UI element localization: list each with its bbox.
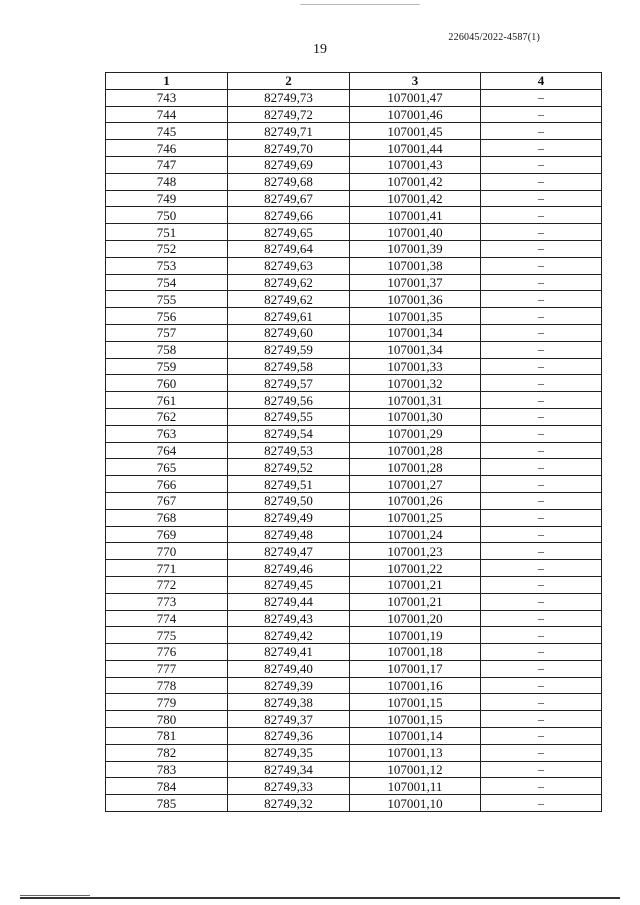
note-cell: – (481, 425, 602, 442)
table-row (106, 694, 602, 711)
note-cell: – (481, 526, 602, 543)
y-coordinate-cell: 107001,15 (350, 694, 481, 711)
x-coordinate-cell: 82749,62 (228, 291, 350, 308)
x-coordinate-cell: 82749,46 (228, 560, 350, 577)
note-cell: – (481, 677, 602, 694)
point-number-cell: 763 (106, 425, 228, 442)
point-number-cell: 755 (106, 291, 228, 308)
y-coordinate-cell: 107001,32 (350, 375, 481, 392)
table-row (106, 140, 602, 157)
y-coordinate-cell: 107001,46 (350, 106, 481, 123)
point-number-cell: 768 (106, 509, 228, 526)
table-row (106, 156, 602, 173)
y-coordinate-cell: 107001,22 (350, 560, 481, 577)
table-row (106, 795, 602, 812)
table-row (106, 257, 602, 274)
y-coordinate-cell: 107001,11 (350, 778, 481, 795)
x-coordinate-cell: 82749,37 (228, 711, 350, 728)
point-number-cell: 770 (106, 543, 228, 560)
note-cell: – (481, 358, 602, 375)
table-row (106, 308, 602, 325)
column-header-3: 3 (350, 73, 481, 90)
x-coordinate-cell: 82749,38 (228, 694, 350, 711)
x-coordinate-cell: 82749,55 (228, 408, 350, 425)
point-number-cell: 751 (106, 224, 228, 241)
document-number: 226045/2022-4587(1) (448, 32, 540, 43)
note-cell: – (481, 795, 602, 812)
y-coordinate-cell: 107001,19 (350, 627, 481, 644)
note-cell: – (481, 644, 602, 661)
y-coordinate-cell: 107001,12 (350, 761, 481, 778)
point-number-cell: 779 (106, 694, 228, 711)
point-number-cell: 757 (106, 324, 228, 341)
table-row (106, 476, 602, 493)
note-cell: – (481, 140, 602, 157)
x-coordinate-cell: 82749,72 (228, 106, 350, 123)
y-coordinate-cell: 107001,38 (350, 257, 481, 274)
table-row (106, 173, 602, 190)
note-cell: – (481, 744, 602, 761)
x-coordinate-cell: 82749,43 (228, 610, 350, 627)
y-coordinate-cell: 107001,33 (350, 358, 481, 375)
y-coordinate-cell: 107001,14 (350, 728, 481, 745)
table-row (106, 324, 602, 341)
x-coordinate-cell: 82749,61 (228, 308, 350, 325)
table-row (106, 560, 602, 577)
table-row (106, 224, 602, 241)
point-number-cell: 773 (106, 593, 228, 610)
x-coordinate-cell: 82749,60 (228, 324, 350, 341)
y-coordinate-cell: 107001,34 (350, 324, 481, 341)
point-number-cell: 784 (106, 778, 228, 795)
x-coordinate-cell: 82749,44 (228, 593, 350, 610)
table-row (106, 459, 602, 476)
y-coordinate-cell: 107001,34 (350, 341, 481, 358)
table-row (106, 123, 602, 140)
x-coordinate-cell: 82749,73 (228, 89, 350, 106)
note-cell: – (481, 560, 602, 577)
note-cell: – (481, 156, 602, 173)
footer-rule-short (20, 895, 90, 896)
note-cell: – (481, 308, 602, 325)
table-row (106, 677, 602, 694)
note-cell: – (481, 778, 602, 795)
table-row (106, 543, 602, 560)
note-cell: – (481, 207, 602, 224)
y-coordinate-cell: 107001,44 (350, 140, 481, 157)
note-cell: – (481, 375, 602, 392)
note-cell: – (481, 593, 602, 610)
footer-rule (20, 897, 620, 899)
point-number-cell: 760 (106, 375, 228, 392)
point-number-cell: 746 (106, 140, 228, 157)
note-cell: – (481, 442, 602, 459)
note-cell: – (481, 224, 602, 241)
y-coordinate-cell: 107001,42 (350, 173, 481, 190)
note-cell: – (481, 274, 602, 291)
note-cell: – (481, 291, 602, 308)
x-coordinate-cell: 82749,35 (228, 744, 350, 761)
table-row (106, 492, 602, 509)
table-row (106, 660, 602, 677)
x-coordinate-cell: 82749,51 (228, 476, 350, 493)
note-cell: – (481, 543, 602, 560)
x-coordinate-cell: 82749,39 (228, 677, 350, 694)
point-number-cell: 783 (106, 761, 228, 778)
table-row (106, 89, 602, 106)
point-number-cell: 771 (106, 560, 228, 577)
point-number-cell: 780 (106, 711, 228, 728)
x-coordinate-cell: 82749,58 (228, 358, 350, 375)
y-coordinate-cell: 107001,47 (350, 89, 481, 106)
note-cell: – (481, 459, 602, 476)
y-coordinate-cell: 107001,23 (350, 543, 481, 560)
x-coordinate-cell: 82749,42 (228, 627, 350, 644)
y-coordinate-cell: 107001,10 (350, 795, 481, 812)
x-coordinate-cell: 82749,50 (228, 492, 350, 509)
y-coordinate-cell: 107001,25 (350, 509, 481, 526)
note-cell: – (481, 610, 602, 627)
y-coordinate-cell: 107001,18 (350, 644, 481, 661)
y-coordinate-cell: 107001,39 (350, 240, 481, 257)
table-row (106, 291, 602, 308)
y-coordinate-cell: 107001,21 (350, 593, 481, 610)
x-coordinate-cell: 82749,68 (228, 173, 350, 190)
table-row (106, 341, 602, 358)
note-cell: – (481, 694, 602, 711)
note-cell: – (481, 728, 602, 745)
point-number-cell: 750 (106, 207, 228, 224)
y-coordinate-cell: 107001,30 (350, 408, 481, 425)
y-coordinate-cell: 107001,40 (350, 224, 481, 241)
table-row (106, 711, 602, 728)
x-coordinate-cell: 82749,49 (228, 509, 350, 526)
table-row (106, 728, 602, 745)
note-cell: – (481, 341, 602, 358)
point-number-cell: 775 (106, 627, 228, 644)
point-number-cell: 772 (106, 576, 228, 593)
table-header-row (106, 73, 602, 90)
table-row (106, 240, 602, 257)
note-cell: – (481, 392, 602, 409)
y-coordinate-cell: 107001,31 (350, 392, 481, 409)
note-cell: – (481, 509, 602, 526)
table-body (106, 89, 602, 811)
note-cell: – (481, 408, 602, 425)
note-cell: – (481, 173, 602, 190)
table-row (106, 744, 602, 761)
x-coordinate-cell: 82749,69 (228, 156, 350, 173)
x-coordinate-cell: 82749,47 (228, 543, 350, 560)
note-cell: – (481, 106, 602, 123)
y-coordinate-cell: 107001,28 (350, 442, 481, 459)
point-number-cell: 781 (106, 728, 228, 745)
y-coordinate-cell: 107001,26 (350, 492, 481, 509)
table-row (106, 610, 602, 627)
note-cell: – (481, 123, 602, 140)
y-coordinate-cell: 107001,29 (350, 425, 481, 442)
y-coordinate-cell: 107001,21 (350, 576, 481, 593)
x-coordinate-cell: 82749,59 (228, 341, 350, 358)
point-number-cell: 777 (106, 660, 228, 677)
x-coordinate-cell: 82749,45 (228, 576, 350, 593)
x-coordinate-cell: 82749,57 (228, 375, 350, 392)
table-row (106, 375, 602, 392)
x-coordinate-cell: 82749,62 (228, 274, 350, 291)
table-row (106, 761, 602, 778)
table-row (106, 106, 602, 123)
y-coordinate-cell: 107001,13 (350, 744, 481, 761)
x-coordinate-cell: 82749,54 (228, 425, 350, 442)
point-number-cell: 774 (106, 610, 228, 627)
column-header-2: 2 (228, 73, 350, 90)
point-number-cell: 764 (106, 442, 228, 459)
table-row (106, 274, 602, 291)
table-row (106, 778, 602, 795)
point-number-cell: 753 (106, 257, 228, 274)
note-cell: – (481, 627, 602, 644)
point-number-cell: 754 (106, 274, 228, 291)
table-row (106, 392, 602, 409)
point-number-cell: 745 (106, 123, 228, 140)
y-coordinate-cell: 107001,41 (350, 207, 481, 224)
table-row (106, 207, 602, 224)
x-coordinate-cell: 82749,70 (228, 140, 350, 157)
x-coordinate-cell: 82749,66 (228, 207, 350, 224)
x-coordinate-cell: 82749,34 (228, 761, 350, 778)
x-coordinate-cell: 82749,65 (228, 224, 350, 241)
point-number-cell: 759 (106, 358, 228, 375)
y-coordinate-cell: 107001,43 (350, 156, 481, 173)
note-cell: – (481, 492, 602, 509)
point-number-cell: 765 (106, 459, 228, 476)
point-number-cell: 785 (106, 795, 228, 812)
point-number-cell: 758 (106, 341, 228, 358)
coordinates-table (105, 72, 602, 812)
point-number-cell: 762 (106, 408, 228, 425)
point-number-cell: 744 (106, 106, 228, 123)
page-number: 19 (313, 42, 327, 57)
table-row (106, 627, 602, 644)
y-coordinate-cell: 107001,20 (350, 610, 481, 627)
point-number-cell: 748 (106, 173, 228, 190)
x-coordinate-cell: 82749,40 (228, 660, 350, 677)
x-coordinate-cell: 82749,71 (228, 123, 350, 140)
y-coordinate-cell: 107001,36 (350, 291, 481, 308)
note-cell: – (481, 89, 602, 106)
y-coordinate-cell: 107001,35 (350, 308, 481, 325)
table-row (106, 358, 602, 375)
table-row (106, 190, 602, 207)
y-coordinate-cell: 107001,17 (350, 660, 481, 677)
point-number-cell: 756 (106, 308, 228, 325)
point-number-cell: 769 (106, 526, 228, 543)
table-row (106, 526, 602, 543)
y-coordinate-cell: 107001,27 (350, 476, 481, 493)
x-coordinate-cell: 82749,63 (228, 257, 350, 274)
point-number-cell: 766 (106, 476, 228, 493)
y-coordinate-cell: 107001,16 (350, 677, 481, 694)
x-coordinate-cell: 82749,41 (228, 644, 350, 661)
y-coordinate-cell: 107001,15 (350, 711, 481, 728)
point-number-cell: 749 (106, 190, 228, 207)
y-coordinate-cell: 107001,28 (350, 459, 481, 476)
point-number-cell: 782 (106, 744, 228, 761)
table-row (106, 576, 602, 593)
table-row (106, 408, 602, 425)
y-coordinate-cell: 107001,24 (350, 526, 481, 543)
table-row (106, 442, 602, 459)
point-number-cell: 743 (106, 89, 228, 106)
y-coordinate-cell: 107001,45 (350, 123, 481, 140)
x-coordinate-cell: 82749,53 (228, 442, 350, 459)
note-cell: – (481, 476, 602, 493)
note-cell: – (481, 324, 602, 341)
point-number-cell: 747 (106, 156, 228, 173)
note-cell: – (481, 660, 602, 677)
note-cell: – (481, 711, 602, 728)
point-number-cell: 776 (106, 644, 228, 661)
y-coordinate-cell: 107001,37 (350, 274, 481, 291)
point-number-cell: 778 (106, 677, 228, 694)
note-cell: – (481, 257, 602, 274)
point-number-cell: 767 (106, 492, 228, 509)
x-coordinate-cell: 82749,32 (228, 795, 350, 812)
x-coordinate-cell: 82749,48 (228, 526, 350, 543)
table-row (106, 425, 602, 442)
table-row (106, 644, 602, 661)
x-coordinate-cell: 82749,56 (228, 392, 350, 409)
table-row (106, 593, 602, 610)
x-coordinate-cell: 82749,64 (228, 240, 350, 257)
y-coordinate-cell: 107001,42 (350, 190, 481, 207)
x-coordinate-cell: 82749,36 (228, 728, 350, 745)
column-header-4: 4 (481, 73, 602, 90)
note-cell: – (481, 576, 602, 593)
x-coordinate-cell: 82749,33 (228, 778, 350, 795)
x-coordinate-cell: 82749,67 (228, 190, 350, 207)
x-coordinate-cell: 82749,52 (228, 459, 350, 476)
point-number-cell: 752 (106, 240, 228, 257)
top-rule (300, 4, 420, 5)
column-header-1: 1 (106, 73, 228, 90)
table-row (106, 509, 602, 526)
note-cell: – (481, 240, 602, 257)
note-cell: – (481, 190, 602, 207)
note-cell: – (481, 761, 602, 778)
point-number-cell: 761 (106, 392, 228, 409)
